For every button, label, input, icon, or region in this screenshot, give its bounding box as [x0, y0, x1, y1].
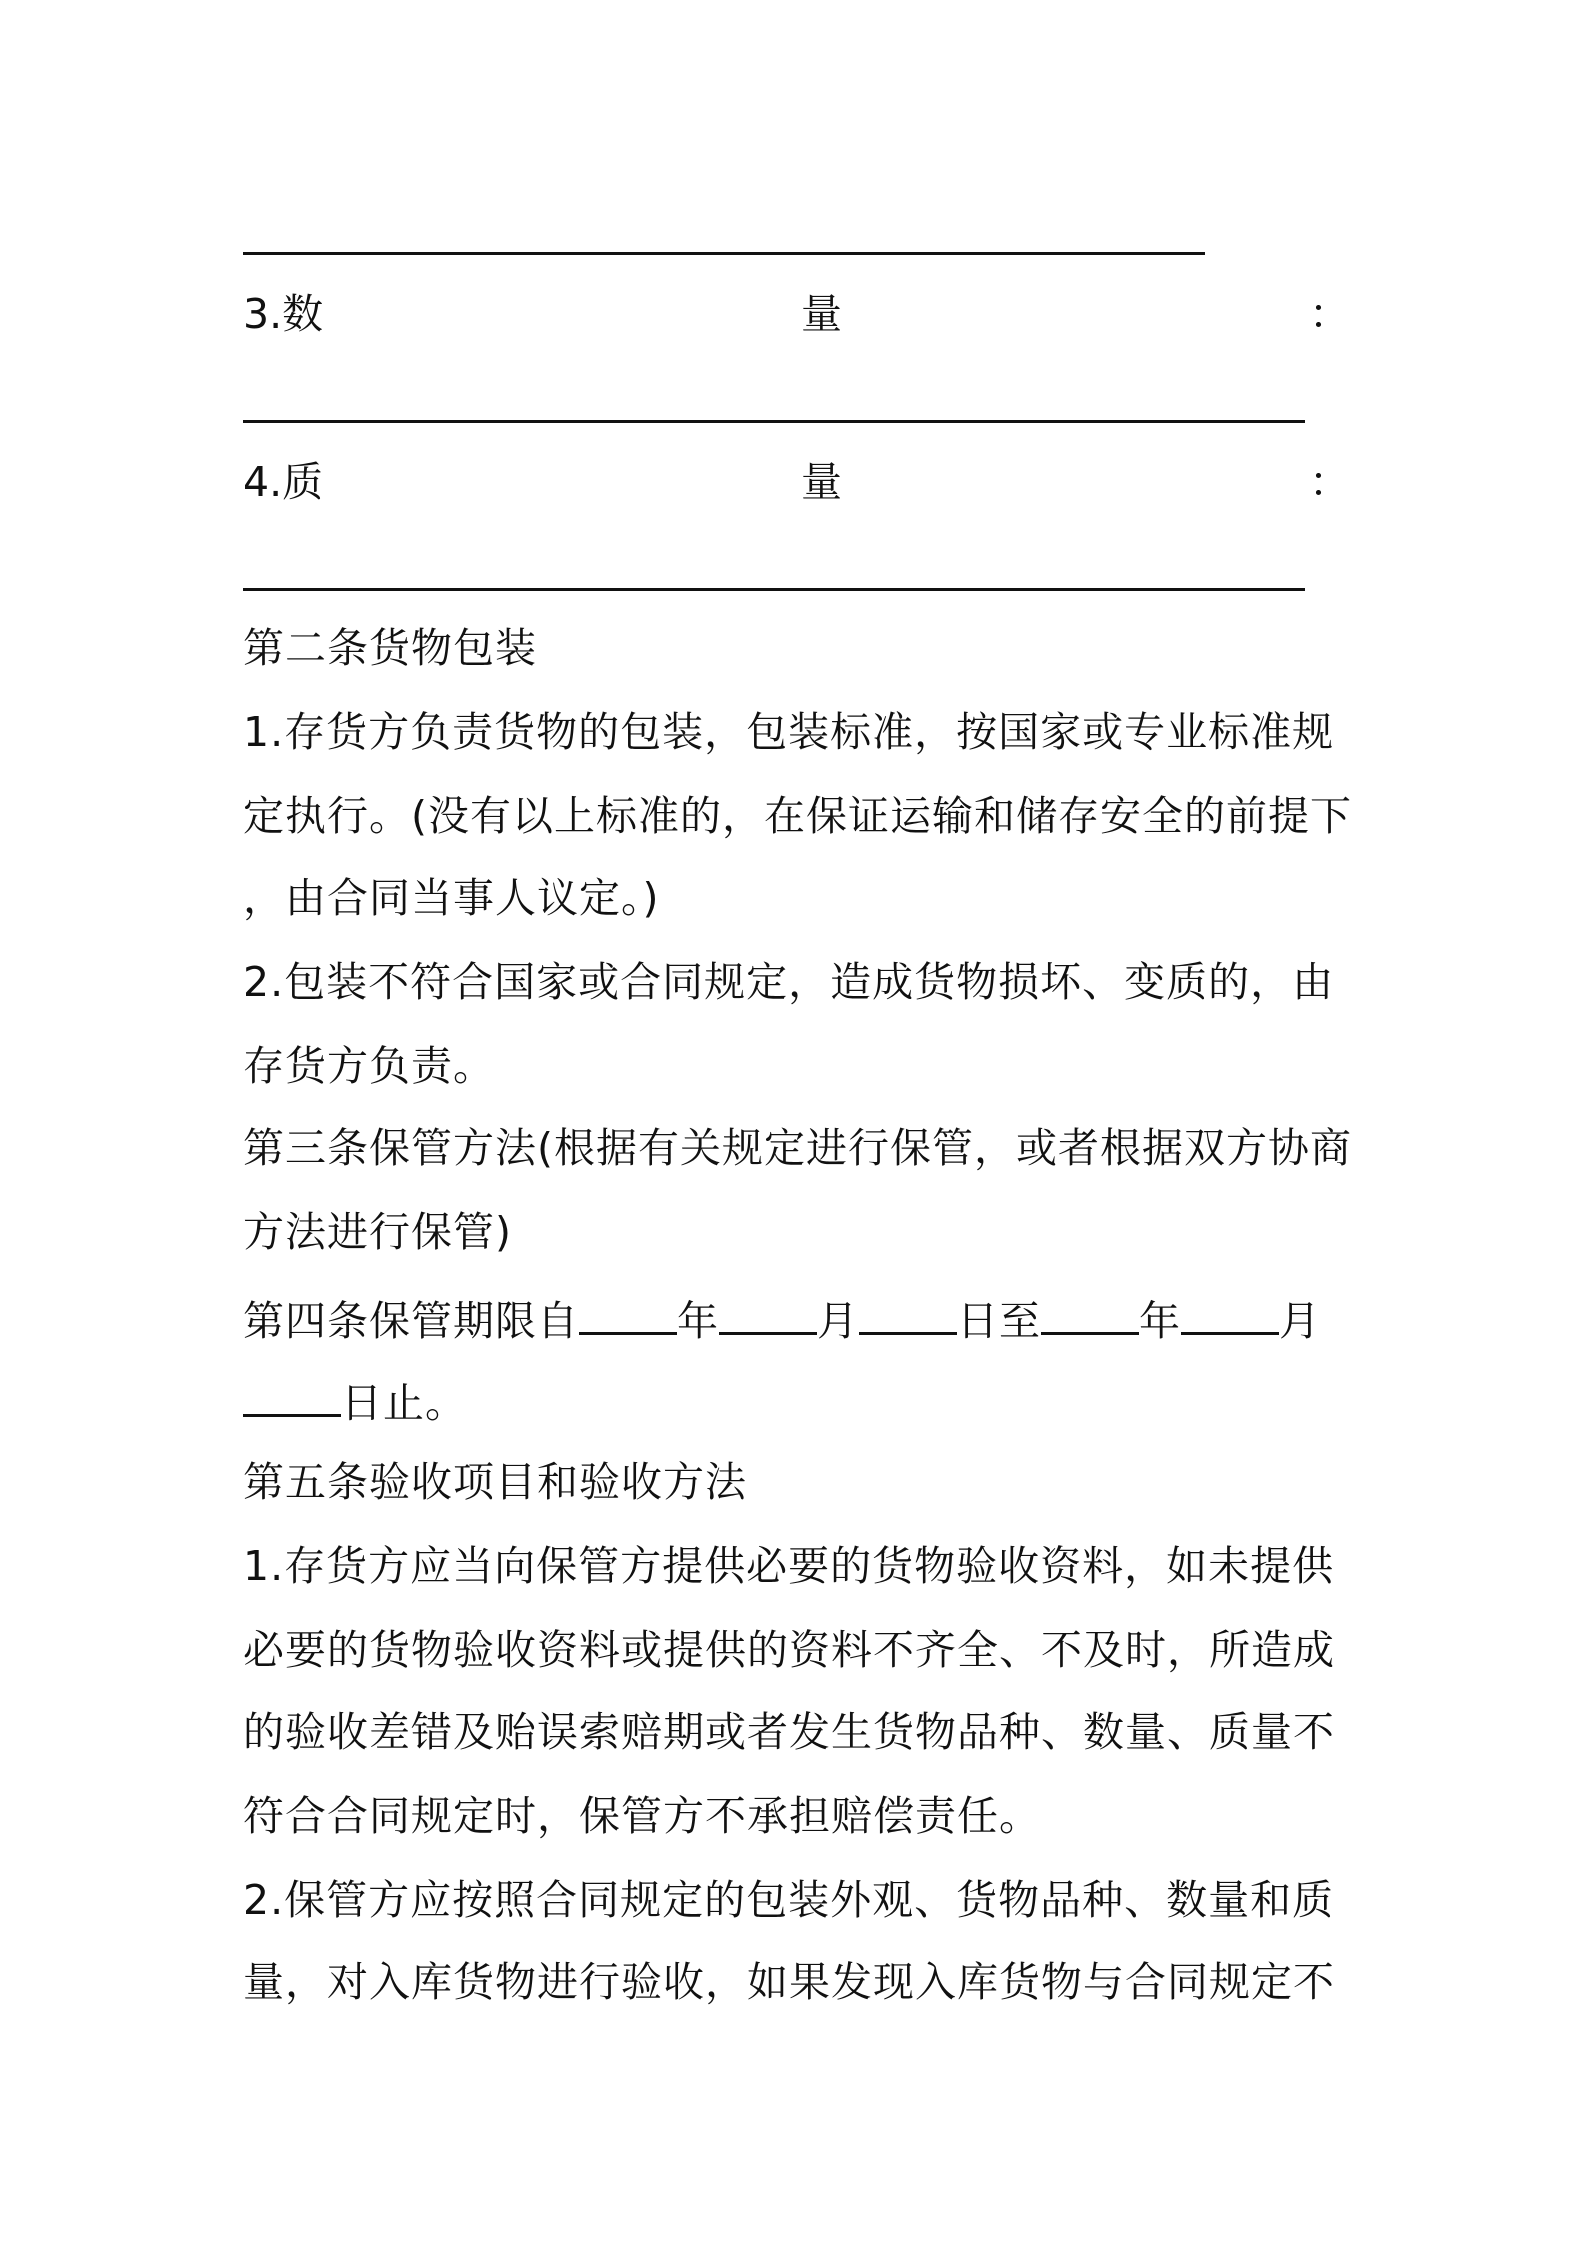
paragraph-line: 必要的货物验收资料或提供的资料不齐全、不及时，所造成	[243, 1626, 1335, 1674]
section-heading-inspection: 第五条验收项目和验收方法	[243, 1458, 747, 1506]
paragraph-line: 量，对入库货物进行验收，如果发现入库货物与合同规定不	[243, 1958, 1335, 2006]
term-month-1: 月	[817, 1297, 859, 1345]
year-blank	[579, 1288, 677, 1335]
fill-in-blank-line	[243, 252, 1205, 255]
month-blank	[719, 1288, 817, 1335]
paragraph-line: 的验收差错及贻误索赔期或者发生货物品种、数量、质量不	[243, 1708, 1335, 1756]
term-end: 日止。	[341, 1379, 467, 1427]
quality-blank-line	[243, 588, 1305, 591]
term-year-2: 年	[1139, 1297, 1181, 1345]
quality-label-start: 4.质	[243, 458, 324, 506]
day-blank	[859, 1288, 957, 1335]
day-blank	[243, 1370, 341, 1417]
paragraph-line: 2.保管方应按照合同规定的包装外观、货物品种、数量和质	[243, 1876, 1335, 1924]
quantity-field-label	[243, 286, 1353, 342]
section-heading-storage-method: 第三条保管方法(根据有关规定进行保管，或者根据双方协商	[243, 1124, 1352, 1172]
term-day-to: 日至	[957, 1297, 1041, 1345]
quantity-label-colon: ：	[1309, 290, 1350, 338]
paragraph-line: 符合合同规定时，保管方不承担赔偿责任。	[243, 1792, 1041, 1840]
quality-label-mid: 量	[801, 458, 842, 506]
term-month-2: 月	[1279, 1297, 1321, 1345]
storage-term-line-end	[243, 1370, 1353, 1431]
paragraph-line: 方法进行保管)	[243, 1208, 512, 1256]
paragraph-line: ，由合同当事人议定。)	[243, 874, 660, 922]
quantity-label-mid: 量	[801, 290, 842, 338]
quantity-label-start: 3.数	[243, 290, 324, 338]
paragraph-line: 定执行。(没有以上标准的，在保证运输和储存安全的前提下	[243, 792, 1352, 840]
section-heading-packaging: 第二条货物包装	[243, 624, 537, 672]
paragraph-line: 2.包装不符合国家或合同规定，造成货物损坏、变质的，由	[243, 958, 1335, 1006]
term-year-1: 年	[677, 1297, 719, 1345]
quality-label-colon: ：	[1309, 458, 1350, 506]
year-blank	[1041, 1288, 1139, 1335]
paragraph-line: 存货方负责。	[243, 1042, 495, 1090]
month-blank	[1181, 1288, 1279, 1335]
quality-field-label	[243, 454, 1353, 510]
term-prefix: 第四条保管期限自	[243, 1297, 579, 1345]
paragraph-line: 1.存货方负责货物的包装，包装标准，按国家或专业标准规	[243, 708, 1335, 756]
quantity-blank-line	[243, 420, 1305, 423]
paragraph-line: 1.存货方应当向保管方提供必要的货物验收资料，如未提供	[243, 1542, 1335, 1590]
storage-term-line	[243, 1288, 1353, 1349]
